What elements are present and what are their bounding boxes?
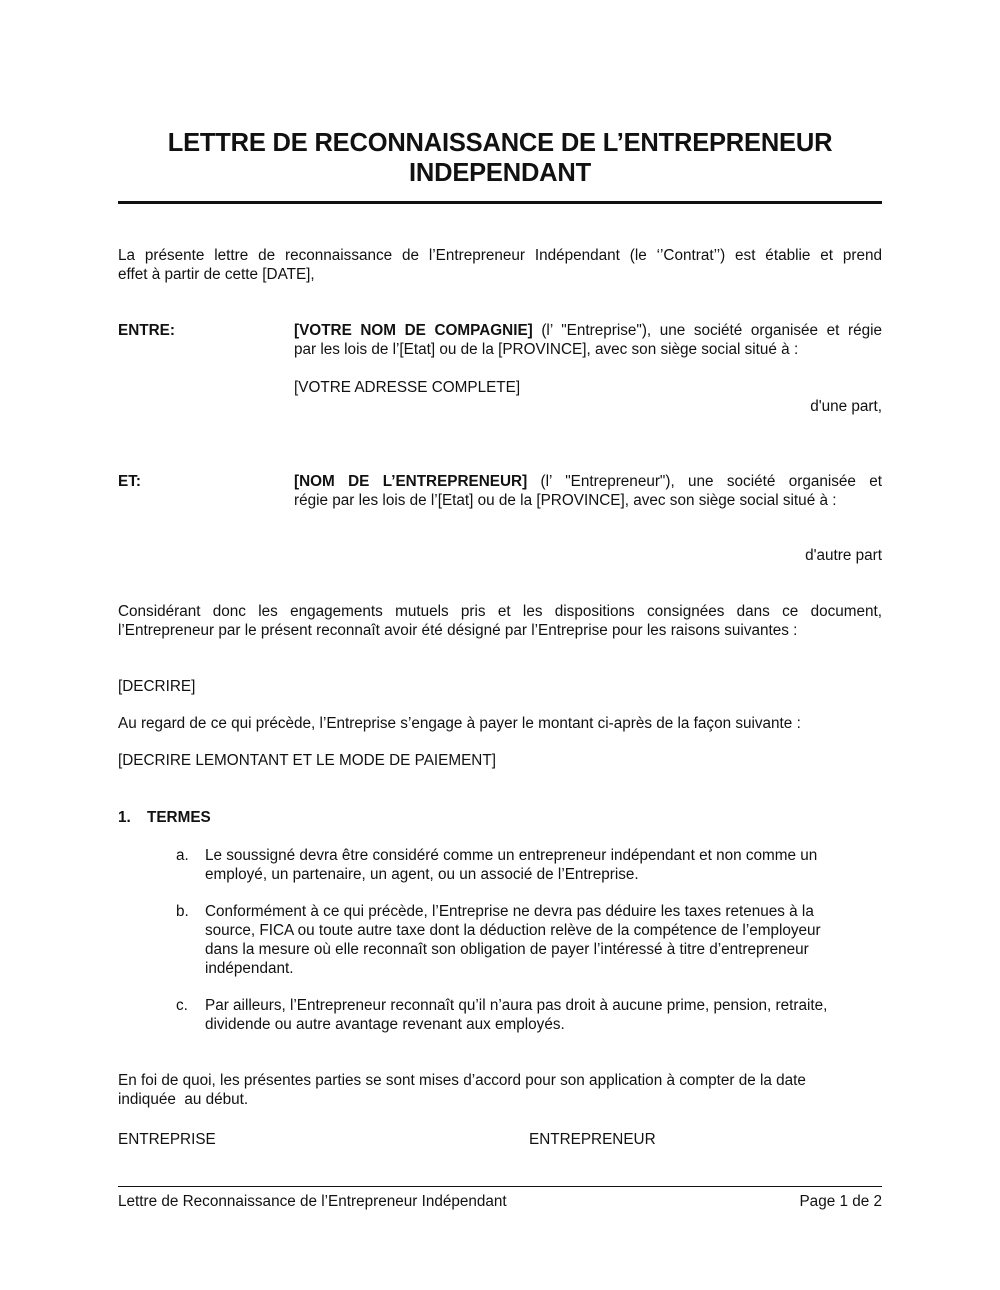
footer-divider — [118, 1186, 882, 1187]
term-line: Par ailleurs, l’Entrepreneur reconnaît qu’il n’aura pas droit à aucune prime, pension, retraite, — [205, 997, 828, 1014]
footer-doc-title: Lettre de Reconnaissance de l’Entrepreneur Indépendant — [118, 1193, 507, 1210]
term-line: source, FICA ou toute autre taxe dont la déduction relève de la compétence de l’employeur — [205, 922, 821, 939]
describe-placeholder: [DECRIRE] — [118, 678, 196, 695]
term-line: dans la mesure où elle reconnaît son obligation de payer l’intéressé à titre d’entrepreneur — [205, 941, 809, 958]
term-line: dividende ou autre avantage revenant aux employés. — [205, 1016, 565, 1033]
section1-heading: TERMES — [147, 809, 211, 826]
party1-description — [294, 321, 882, 359]
considering-line-1: Considérant donc les engagements mutuels pris et les dispositions consignées dans ce document, — [118, 603, 882, 620]
party1-desc-line-2: par les lois de l’[Etat] ou de la [PROVINCE], avec son siège social situé à : — [294, 341, 799, 358]
signature-label-contractor: ENTREPRENEUR — [529, 1131, 656, 1148]
payment-placeholder: [DECRIRE LEMONTANT ET LE MODE DE PAIEMENT] — [118, 752, 496, 769]
term-line: Conformément à ce qui précède, l’Entreprise ne devra pas déduire les taxes retenues à la — [205, 903, 814, 920]
title-line-1: LETTRE DE RECONNAISSANCE DE L’ENTREPRENEUR — [167, 129, 833, 157]
footer-page-number: Page 1 de 2 — [799, 1193, 882, 1210]
document-title — [118, 128, 882, 188]
term-item-c — [176, 996, 882, 1036]
term-text — [205, 902, 882, 978]
party1-name: [VOTRE NOM DE COMPAGNIE] — [294, 322, 533, 339]
party1-desc-rest: (l’ "Entreprise"), une société organisée et régie — [532, 322, 882, 339]
term-line: Le soussigné devra être considéré comme un entrepreneur indépendant et non comme un — [205, 847, 818, 864]
signature-label-company: ENTREPRISE — [118, 1131, 216, 1148]
party2-desc-line-1 — [294, 472, 882, 491]
closing-line-1: En foi de quoi, les présentes parties se sont mises d’accord pour son application à compter de la date — [118, 1072, 806, 1089]
party1-label: ENTRE: — [118, 322, 175, 339]
term-text — [205, 996, 882, 1034]
title-divider — [118, 201, 882, 204]
party1-desc-line-1 — [294, 321, 882, 340]
party1-address: [VOTRE ADRESSE COMPLETE] — [294, 379, 521, 396]
intro-paragraph — [118, 246, 882, 284]
party2-label: ET: — [118, 473, 141, 490]
term-line: employé, un partenaire, un agent, ou un associé de l’Entreprise. — [205, 866, 639, 883]
considering-line-2: l’Entrepreneur par le présent reconnaît avoir été désigné par l’Entreprise pour les raisons suivantes : — [118, 622, 798, 639]
term-line: indépendant. — [205, 960, 294, 977]
intro-line-2: effet à partir de cette [DATE], — [118, 266, 315, 283]
party2-description — [294, 472, 882, 510]
term-letter: a. — [176, 847, 189, 864]
considering-paragraph — [118, 602, 882, 640]
party2-desc-rest: (l’ "Entrepreneur"), une société organisée et — [527, 473, 883, 490]
party1-side: d'une part, — [810, 398, 882, 415]
closing-line-2: indiquée au début. — [118, 1091, 249, 1108]
closing-paragraph — [118, 1071, 882, 1109]
title-line-2: INDEPENDANT — [409, 159, 591, 187]
term-letter: b. — [176, 903, 189, 920]
section1-number: 1. — [118, 809, 131, 826]
party2-desc-line-2: régie par les lois de l’[Etat] ou de la [PROVINCE], avec son siège social situé à : — [294, 492, 837, 509]
term-text — [205, 846, 882, 884]
payment-intro: Au regard de ce qui précède, l’Entreprise s’engage à payer le montant ci-après de la façon suivante : — [118, 715, 801, 732]
party2-side: d'autre part — [805, 547, 882, 564]
term-letter: c. — [176, 997, 188, 1014]
intro-line-1: La présente lettre de reconnaissance de l’Entrepreneur Indépendant (le ‘’Contrat’’) est établie et prend — [118, 247, 882, 264]
term-item-b — [176, 902, 882, 982]
term-item-a — [176, 846, 882, 886]
party2-name: [NOM DE L’ENTREPRENEUR] — [294, 473, 528, 490]
